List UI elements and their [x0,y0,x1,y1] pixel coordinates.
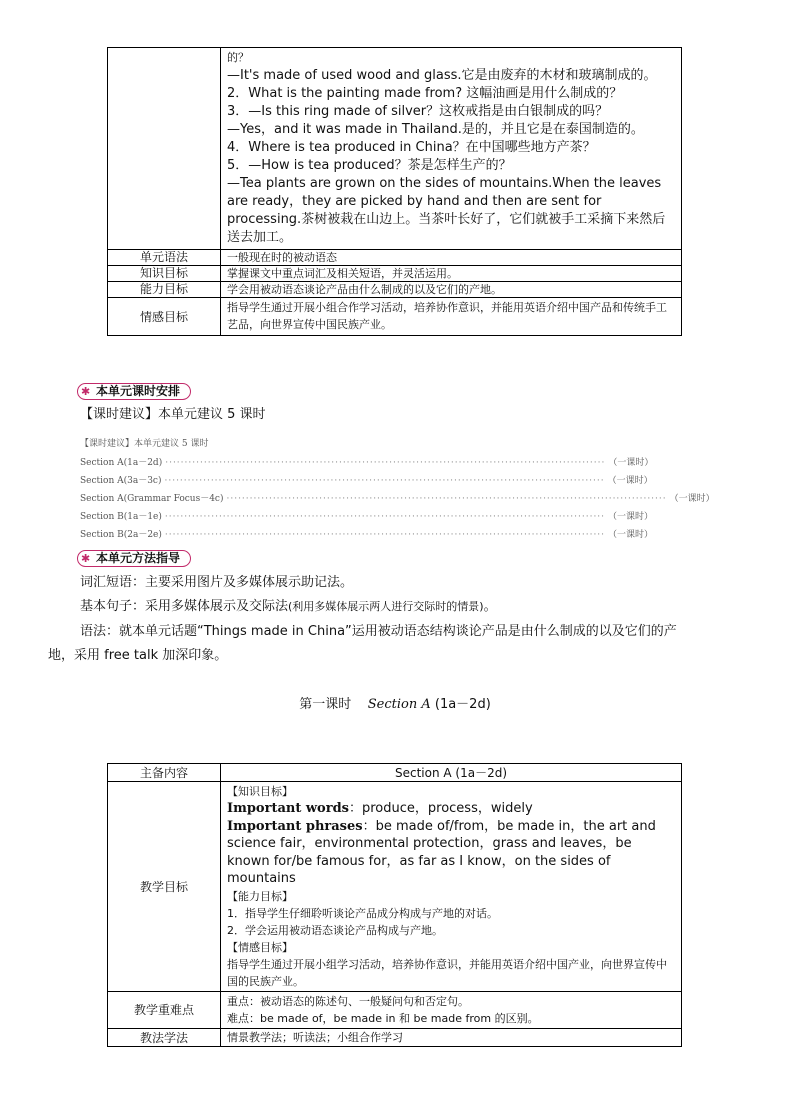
leader-dots: ·················································································································· [164,476,605,486]
schedule-item: Section B(1a－1e) ·················································································································· （一课时） [80,508,632,526]
method-grammar-2: 地，采用 free talk 加深印象。 [48,648,228,663]
content-line: 4．Where is tea produced in China？在中国哪些地方产茶？ [227,140,596,155]
schedule-item: Section B(2a－2e) ·················································································································· （一课时） [80,526,632,544]
lesson-title: 第一课时 Section A (1a－2d) [299,697,491,712]
method-sentence: 基本句子：采用多媒体展示及交际法(利用多媒体展示两人进行交际时的情景)。 [80,599,497,614]
header-label: 主备内容 [108,764,221,782]
row-label: 知识目标 [108,266,221,282]
method-value: 情景教学法；听读法；小组合作学习 [221,1028,682,1046]
row-value: 学会用被动语态谈论产品由什么制成的以及它们的产地。 [221,282,682,298]
goals-cell: 【知识目标】 Important words：produce，process，widely Important phrases：be made of/from，be made in，the art and science fair，environmental protection，grass and leaves，be known for/be famous for，as far as I know，on the sides of mountains 【能力目标】 1．指导学生仔细聆听谈论产品成分构成与产地的对话。 2．学会运用被动语态谈论产品构成与产地。 【情感目标】 指导学生通过开展小组学习活动，培养协作意识，并能用英语介绍中国产业，向世界宣传中国的民族产业。 [221,782,682,992]
unit-overview-table [107,47,682,336]
schedule-banner [77,382,191,400]
method-grammar-1: 语法：就本单元话题“Things made in China”运用被动语态结构谈论产品是由什么制成的以及它们的产 [80,624,677,639]
method-vocab: 词汇短语：主要采用图片及多媒体展示助记法。 [80,575,354,590]
leader-dots: ·················································································································· [164,512,606,522]
star-icon: ✱ [81,384,91,398]
method-banner [77,549,191,567]
schedule-item: Section A(1a－2d) ·················································································································· （一课时） [80,454,632,472]
key-points-cell: 重点：被动语态的陈述句、一般疑问句和否定句。 难点：be made of，be made in 和 be made from 的区别。 [221,991,682,1028]
content-line: 2．What is the painting made from? 这幅油画是用什么制成的？ [227,86,623,101]
banner-title: 本单元课时安排 [96,383,181,398]
star-icon: ✱ [81,551,91,565]
row-value: 掌握课文中重点词汇及相关短语，并灵活运用。 [221,266,682,282]
banner-title: 本单元方法指导 [96,550,181,565]
row-value: 指导学生通过开展小组合作学习活动，培养协作意识，并能用英语介绍中国产品和传统手工艺品，向世界宣传中国民族产业。 [221,298,682,336]
leader-dots: ·················································································································· [164,530,606,540]
row-label: 单元语法 [108,250,221,266]
schedule-heading: 【课时建议】本单元建议 5 课时 [80,439,209,449]
sentence-examples-cell [221,48,682,250]
leader-dots: ·················································································································· [226,494,667,504]
content-line: 5．—How is tea produced？茶是怎样生产的？ [227,158,512,173]
content-line: 的？ [227,51,249,64]
schedule-item: Section A(3a－3c) ·················································································································· （一课时） [80,472,632,490]
goals-label: 教学目标 [108,782,221,992]
content-line: 3．—Is this ring made of silver？这枚戒指是由白银制成的吗？ [227,104,609,119]
schedule-item: Section A(Grammar Focus－4c) ·················································································································· （一课时） [80,490,632,508]
content-line: —Yes，and it was made in Thailand.是的，并且它是在泰国制造的。 [227,122,644,137]
leader-dots: ·················································································································· [165,458,606,468]
row-label: 情感目标 [108,298,221,336]
overview-empty-label [108,48,221,250]
content-line: —Tea plants are grown on the sides of mountains.When the leaves are ready，they are picked by hand and then are sent for processing.茶树被栽在山边上。当茶叶长好了，它们就被手工采摘下来然后送去加工。 [227,176,666,245]
header-value: Section A (1a－2d) [221,764,682,782]
row-value: 一般现在时的被动语态 [221,250,682,266]
schedule-suggestion: 【课时建议】本单元建议 5 课时 [80,407,266,422]
lesson-plan-table [107,763,682,1047]
row-label: 能力目标 [108,282,221,298]
key-points-label: 教学重难点 [108,991,221,1028]
schedule-list [80,437,715,544]
content-line: —It's made of used wood and glass.它是由废弃的木材和玻璃制成的。 [227,68,657,83]
method-label: 教法学法 [108,1028,221,1046]
